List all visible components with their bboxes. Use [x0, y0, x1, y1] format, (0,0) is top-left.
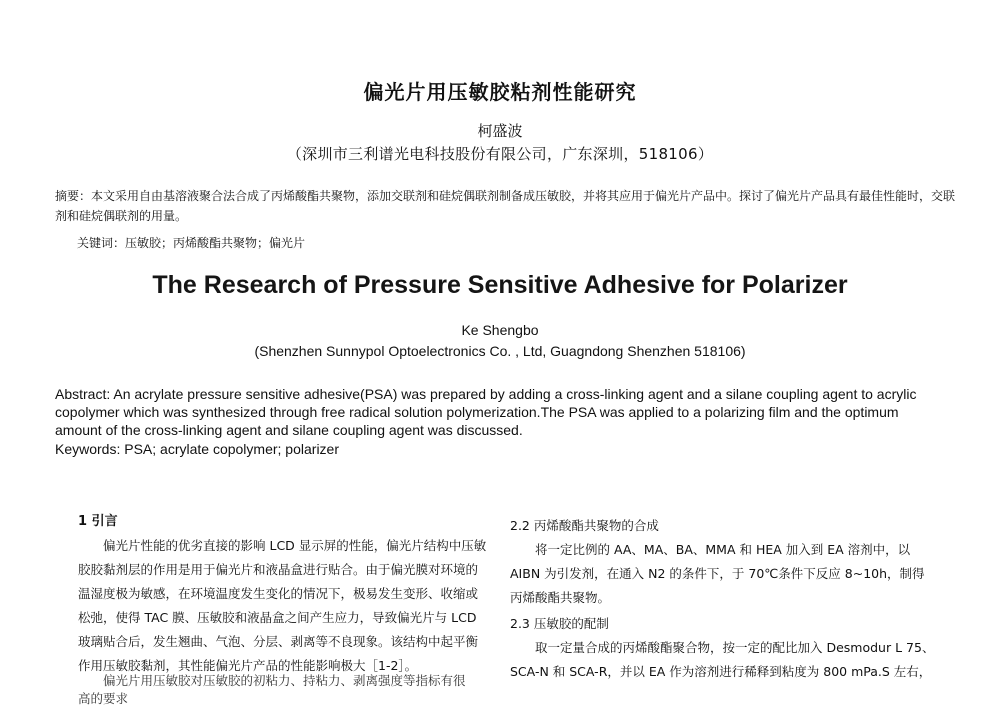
introduction-paragraph: 偏光片性能的优劣直接的影响 LCD 显示屏的性能，偏光片结构中压敏胶胶黏剂层的作用是用于偏光片和液晶盒进行贴合。由于偏光膜对环境的温湿度极为敏感，在环境温度发生变化的情况下，极易发生变形、收缩或松弛，使得 TAC 膜、压敏胶和液晶盒之间产生应力，导致偏光片与 LCD 玻璃贴合后，发生翘曲、气泡、分层、剥离等不良现象。该结构中起平衡作用压敏胶黏剂，其性能偏光片产品的性能影响极大［1-2］。	[78, 538, 487, 673]
copolymer-synthesis-paragraph: 将一定比例的 AA、MA、BA、MMA 和 HEA 加入到 EA 溶剂中，以 AIBN 为引发剂，在通入 N2 的条件下，于 70℃条件下反应 8~10h，制得丙烯酸酯共聚物。	[510, 542, 925, 605]
paper-title-cn: 偏光片用压敏胶粘剂性能研究	[363, 80, 637, 104]
body-column-left	[78, 510, 488, 678]
section-heading-copolymer-synthesis: 2.2 丙烯酸酯共聚物的合成	[510, 518, 659, 533]
paper-title-en: The Research of Pressure Sensitive Adhesive for Polarizer	[152, 271, 848, 299]
author-cn: 柯盛波	[477, 122, 523, 140]
keywords-cn: 关键词：压敏胶；丙烯酸酯共聚物；偏光片	[77, 236, 306, 250]
section-heading-introduction: 1 引言	[78, 514, 118, 529]
author-en: Ke Shengbo	[461, 322, 539, 338]
body-column-right	[510, 514, 935, 684]
cut-off-text-line: 偏光片用压敏胶对压敏胶的初粘力、持粘力、剥离强度等指标有很高的要求	[78, 673, 466, 706]
affiliation-en: (Shenzhen Sunnypol Optoelectronics Co. , Ltd, Guagndong Shenzhen 518106)	[254, 343, 746, 359]
abstract-cn: 摘要：本文采用自由基溶液聚合法合成了丙烯酸酯共聚物，添加交联剂和硅烷偶联剂制备成压敏胶，并将其应用于偏光片产品中。探讨了偏光片产品具有最佳性能时，交联剂和硅烷偶联剂的用量。	[55, 189, 956, 223]
psa-preparation-paragraph: 取一定量合成的丙烯酸酯聚合物，按一定的配比加入 Desmodur L 75、SCA-N 和 SCA-R，并以 EA 作为溶剂进行稀释到粘度为 800 mPa.S 左右，	[510, 640, 935, 679]
keywords-en: Keywords: PSA; acrylate copolymer; polarizer	[55, 441, 339, 457]
section-heading-psa-preparation: 2.3 压敏胶的配制	[510, 616, 609, 631]
affiliation-cn: （深圳市三利谱光电科技股份有限公司，广东深圳，518106）	[286, 145, 714, 163]
abstract-en: Abstract: An acrylate pressure sensitive adhesive(PSA) was prepared by adding a cross-linking agent and a silane coupling agent to acrylic copolymer which was synthesized through free radical solution polymerization.The PSA was applied to a polarizing film and the optimum amount of the cross-linking agent and silane coupling agent was discussed.	[55, 386, 917, 438]
